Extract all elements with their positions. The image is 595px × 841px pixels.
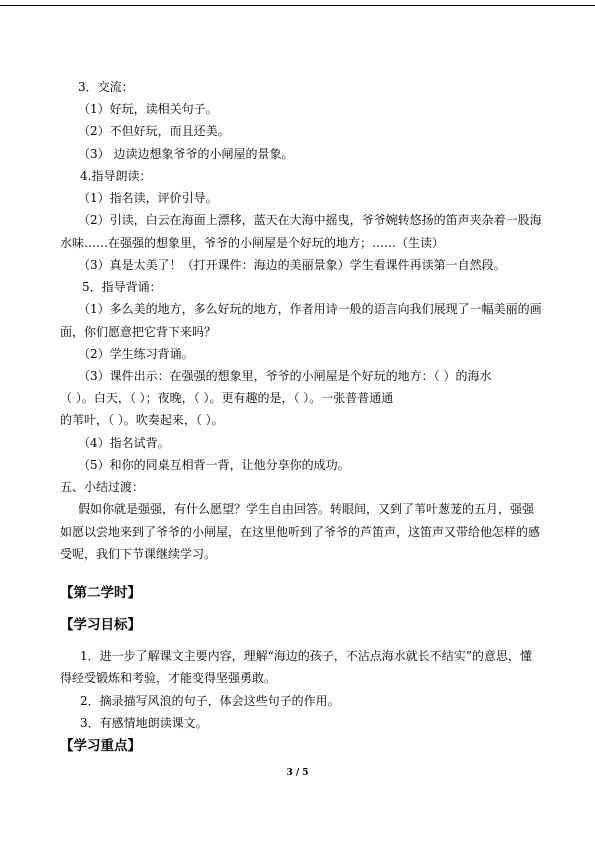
- summary-line-2: 如愿以尝地来到了爷爷的小闸屋，在这里他听到了爷爷的芦笛声，这笛声又带给他怎样的感: [60, 525, 541, 539]
- step-5-item-5: （5）和你的同桌互相背一背，让他分享你的成功。: [78, 458, 350, 472]
- step-4-heading: 4.指导朗读：: [80, 169, 152, 183]
- goal-3: 3．有感情地朗读课文。: [80, 716, 208, 730]
- section-5-heading: 五、小结过渡：: [60, 480, 145, 494]
- step-4-item-3: （3）真是太美了！（打开课件：海边的美丽景象）学生看课件再读第一自然段。: [78, 258, 506, 272]
- step-3-item-3: （3） 边读边想象爷爷的小闸屋的景象。: [78, 147, 294, 161]
- step-5-item-2: （2）学生练习背诵。: [78, 347, 194, 361]
- summary-line-1: 假如你就是强强，有什么愿望？学生自由回答。转眼间，又到了苇叶葱茏的五月，强强: [78, 502, 535, 516]
- step-5-item-1-line-2: 面，你们愿意把它背下来吗？: [60, 325, 217, 339]
- page-number: 3 / 5: [286, 768, 309, 778]
- goal-2: 2．摘录描写风浪的句子，体会这些句子的作用。: [80, 694, 340, 708]
- step-4-item-2-line-1: （2）引读，白云在海面上漂移，蓝天在大海中摇曳，爷爷婉转悠扬的笛声夹杂着一股海: [78, 213, 542, 227]
- step-5-item-1-line-1: （1）多么美的地方，多么好玩的地方，作者用诗一般的语言向我们展现了一幅美丽的画: [78, 302, 542, 316]
- step-3-heading: 3．交流：: [78, 80, 134, 94]
- learning-goals-title: 【学习目标】: [60, 617, 141, 633]
- step-3-item-1: （1）好玩，读相关句子。: [78, 102, 218, 116]
- goal-1-line-2: 得经受锻炼和考验，才能变得坚强勇敢。: [60, 671, 277, 685]
- step-4-item-1: （1）指名读，评价引导。: [78, 191, 218, 205]
- step-5-heading: 5．指导背诵：: [82, 280, 162, 294]
- second-period-title: 【第二学时】: [60, 585, 141, 601]
- step-5-item-3-line-3: 的苇叶，（ ）。吹奏起来，（ ）。: [60, 413, 224, 427]
- step-5-item-4: （4）指名试背。: [78, 436, 170, 450]
- page-top-rule: [0, 5, 595, 6]
- step-5-item-3-line-1: （3）课件出示：在强强的想象里，爷爷的小闸屋是个好玩的地方：（ ）的海水: [78, 369, 492, 383]
- learning-focus-title: 【学习重点】: [60, 738, 141, 754]
- step-3-item-2: （2）不但好玩，而且还美。: [78, 124, 230, 138]
- step-4-item-2-line-2: 水味……在强强的想象里，爷爷的小闸屋是个好玩的地方；……（生读）: [60, 236, 445, 250]
- goal-1-line-1: 1．进一步了解课文主要内容，理解“海边的孩子，不沾点海水就长不结实”的意思，懂: [80, 649, 532, 663]
- summary-line-3: 受呢，我们下节课继续学习。: [60, 547, 217, 561]
- step-5-item-3-line-2: （ ）。白天，（ ）；夜晚，（ ）。更有趣的是，（ ）。一张普普通通: [60, 391, 394, 405]
